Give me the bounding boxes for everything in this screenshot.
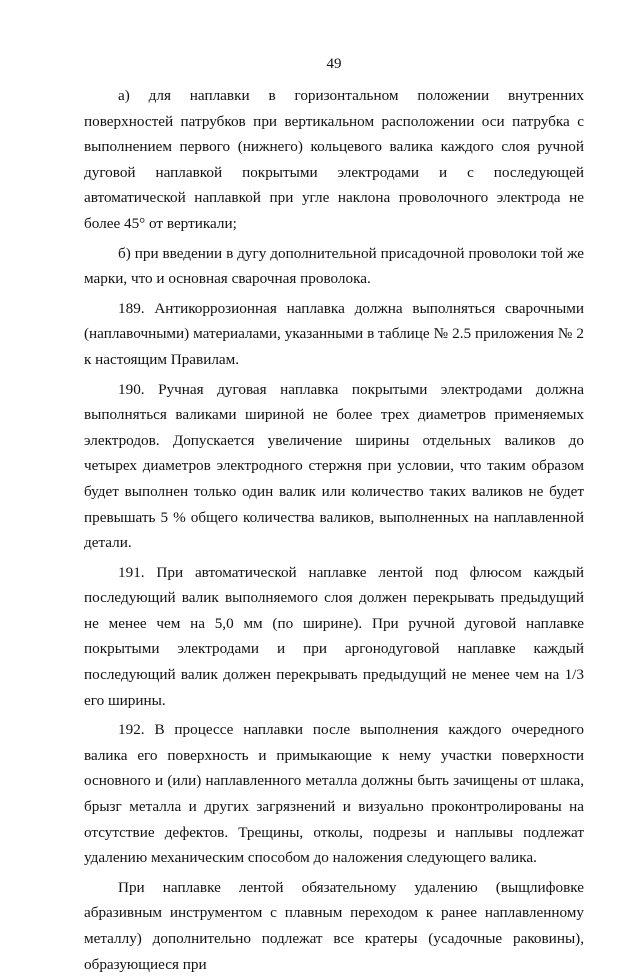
paragraph-192: 192. В процессе наплавки после выполнения каждого очередного валика его поверхность и примыкающие к нему участки поверхности основного и (или) наплавленного металла должны быть зачищены от шлака, брызг металла и других загрязнений и визуально проконтролированы на отсутствие дефектов. Трещины, отколы, подрезы и наплывы подлежат удалению механическим способом до наложения следующего валика. (84, 721, 584, 867)
paragraph-a: а) для наплавки в горизонтальном положении внутренних поверхностей патрубков при вертикальном расположении оси патрубка с выполнением первого (нижнего) кольцевого валика каждого слоя ручной дуговой наплавкой покрытыми электродами и с последующей автоматической наплавкой при угле наклона проволочного электрода не более 45° от вертикали; (84, 87, 584, 232)
page-number: 49 (326, 56, 342, 72)
paragraph-b: б) при введении в дугу дополнительной присадочной проволоки той же марки, что и основная сварочная проволока. (84, 244, 584, 288)
paragraph-191: 191. При автоматической наплавке лентой под флюсом каждый последующий валик выполняемого слоя должен перекрывать предыдущий не менее чем на 5,0 мм (по ширине). При ручной дуговой наплавке покрытыми электродами и при аргонодуговой наплавке каждый последующий валик должен перекрывать предыдущий не менее чем на 1/3 его ширины. (84, 563, 584, 709)
paragraph-190: 190. Ручная дуговая наплавка покрытыми электродами должна выполняться валиками шириной не более трех диаметров применяемых электродов. Допускается увеличение ширины отдельных валиков до четырех диаметров электродного стержня при условии, что таким образом будет выполнен только один валик или количество таких валиков не будет превышать 5 % общего количества валиков, выполненных на наплавленной детали. (84, 380, 584, 552)
paragraph-189: 189. Антикоррозионная наплавка должна выполняться сварочными (наплавочными) материалами, указанными в таблице № 2.5 приложения № 2 к настоящим Правилам. (84, 299, 584, 368)
paragraph-ribbon-surfacing: При наплавке лентой обязательному удалению (выщлифовке абразивным инструментом с плавным переходом к ранее наплавленному металлу) дополнительно подлежат все кратеры (усадочные раковины), образующиеся при (84, 878, 584, 973)
